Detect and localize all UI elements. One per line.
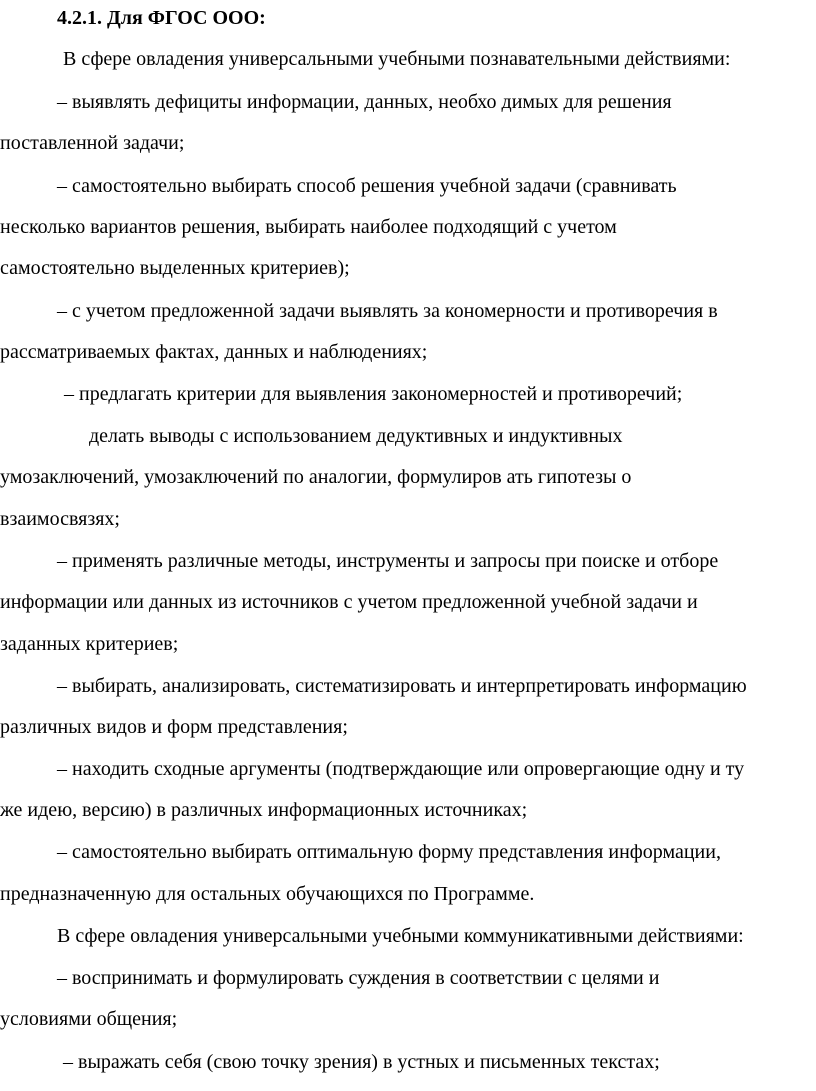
paragraph-line: – самостоятельно выбирать оптимальную форму представления информации, xyxy=(57,841,721,863)
paragraph-line: предназначенную для остальных обучающихся по Программе. xyxy=(0,883,535,905)
paragraph-line: – воспринимать и формулировать суждения в соответствии с целями и xyxy=(57,967,660,989)
paragraph-line: различных видов и форм представления; xyxy=(0,716,348,738)
paragraph-line: информации или данных из источников с учетом предложенной учебной задачи и xyxy=(0,591,698,613)
paragraph-line: – предлагать критерии для выявления закономерностей и противоречий; xyxy=(64,383,683,405)
paragraph-line: заданных критериев; xyxy=(0,633,179,655)
paragraph-line: – самостоятельно выбирать способ решения учебной задачи (сравнивать xyxy=(57,175,677,197)
paragraph-line: делать выводы с использованием дедуктивных и индуктивных xyxy=(89,425,623,447)
paragraph-line: рассматриваемых фактах, данных и наблюдениях; xyxy=(0,341,428,363)
paragraph-line: же идею, версию) в различных информационных источниках; xyxy=(0,799,528,821)
paragraph-line: умозаключений, умозаключений по аналогии, формулиров ать гипотезы о xyxy=(0,466,632,488)
paragraph-line: самостоятельно выделенных критериев); xyxy=(0,257,350,279)
paragraph-line: В сфере овладения универсальными учебными познавательными действиями: xyxy=(63,48,731,70)
paragraph-line: – с учетом предложенной задачи выявлять за кономерности и противоречия в xyxy=(57,300,718,322)
paragraph-line: – выявлять дефициты информации, данных, необхо димых для решения xyxy=(57,91,672,113)
paragraph-line: поставленной задачи; xyxy=(0,132,185,154)
paragraph-line: несколько вариантов решения, выбирать наиболее подходящий с учетом xyxy=(0,216,617,238)
paragraph-line: – находить сходные аргументы (подтверждающие или опровергающие одну и ту xyxy=(57,758,745,780)
paragraph-line: – выражать себя (свою точку зрения) в устных и письменных текстах; xyxy=(63,1051,660,1073)
section-heading: 4.2.1. Для ФГОС ООО: xyxy=(57,7,266,29)
paragraph-line: условиями общения; xyxy=(0,1008,178,1030)
paragraph-line: взаимосвязях; xyxy=(0,508,120,530)
paragraph-line: В сфере овладения универсальными учебными коммуникативными действиями: xyxy=(57,925,744,947)
paragraph-line: – применять различные методы, инструменты и запросы при поиске и отборе xyxy=(57,550,719,572)
paragraph-line: – выбирать, анализировать, систематизировать и интерпретировать информацию xyxy=(57,675,747,697)
